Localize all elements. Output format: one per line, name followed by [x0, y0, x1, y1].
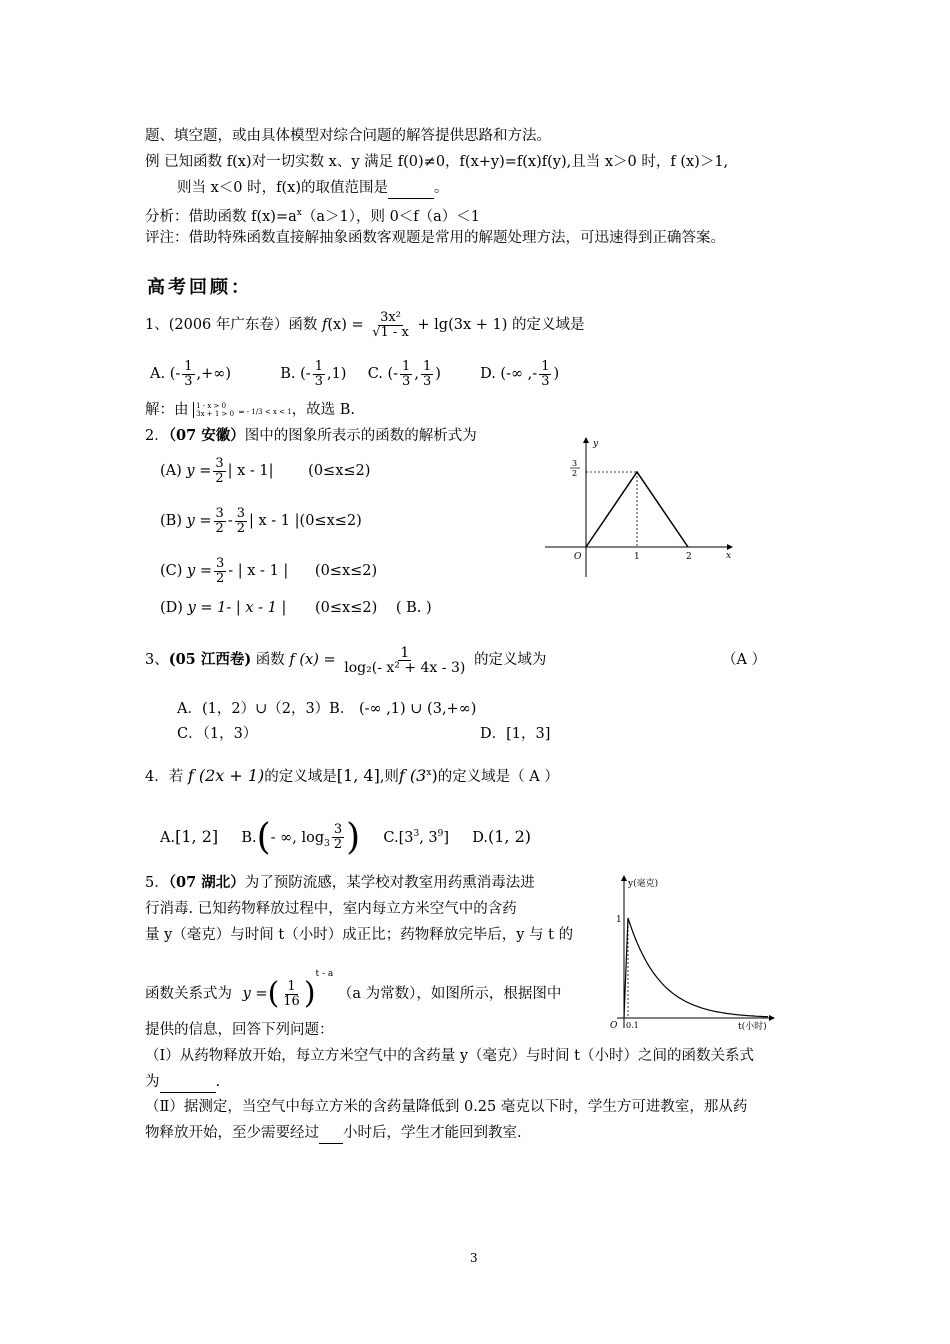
q5-line-3: 量 y（毫克）与时间 t（小时）成正比；药物释放完毕后，y 与 t 的 [145, 927, 574, 943]
q4-option-a: A.[1, 2] [160, 826, 219, 846]
q5-part-2b: 物释放开始，至少需要经过 小时后，学生才能回到教室. [145, 1123, 522, 1144]
q1-options [150, 356, 559, 392]
q5-part-2a: （Ⅱ）据测定，当空气中每立方米的含药量降低到 0.25 毫克以下时，学生方可进教室，那从药 [145, 1099, 748, 1115]
q2-origin-label: O [574, 552, 582, 562]
q5-blank-1 [160, 1072, 216, 1093]
q5-blank-2 [319, 1123, 343, 1144]
q4-option-b: B.(- ∞, $\log_3$ $\frac{3}{2}$ ) [241, 816, 361, 858]
q3-stem: 3、(05 江西卷) 函数 f (x) = $\frac{1}{\text{log₂(- x² + 4x - 3)}}$ 的定义域为 [145, 644, 547, 676]
example-line-1: 例 已知函数 f(x)对一切实数 x、y 满足 f(0)≠0，f(x+y)=f(x)f(y),且当 x＞0 时，f (x)＞1, [145, 154, 729, 170]
q1-fraction: $\frac{\text{3x²}}{√1 - x}$ [372, 309, 409, 340]
q5-line-2: 行消毒. 已知药物释放过程中，室内每立方米空气中的含药 [145, 901, 517, 917]
q1-option-a: A. (- $\frac{1}{3}$ ,+∞) [150, 358, 232, 389]
section-title: 高考回顾： [147, 277, 252, 298]
q2-y-label: y [593, 439, 599, 449]
q4-options [160, 810, 531, 858]
q1-stem: 1、(2006 年广东卷）函数 f(x) = $\frac{\text{3x²}}{√1 - x}$ + lg(3x + 1) 的定义域是 [145, 309, 585, 340]
q1-option-c: C. (- $\frac{1}{3}$ , $\frac{1}{3}$ ) [367, 358, 441, 389]
q5-y-label: y(毫克) [628, 879, 659, 889]
q5-tick-x: 0.1 [626, 1021, 639, 1030]
page-number: 3 [470, 1251, 478, 1265]
q3-fraction: $\frac{1}{\text{log₂(- x² + 4x - 3)}}$ [344, 644, 466, 676]
q1-solution: 解：由 1 - x > 0 3x + 1 > 0 ⇒ - 1/3 < x < 1，故选 B. [145, 402, 356, 418]
q2-option-d: (D) y = 1- | x - 1 | (0≤x≤2) ( B. ) [160, 600, 432, 616]
q5-line-5: 提供的信息，回答下列问题： [145, 1022, 334, 1038]
q5-tick-y: 1 [616, 915, 622, 925]
q2-tick-2: 2 [686, 552, 692, 562]
q2-option-b: (B) y = $\frac{3}{2}$ - $\frac{3}{2}$ | x - 1 |(0≤x≤2) [160, 505, 362, 536]
comment-line: 评注：借助特殊函数直接解抽象函数客观题是常用的解题处理方法，可迅速得到正确答案。 [145, 230, 725, 246]
example-line-2: 则当 x＜0 时，f(x)的取值范围是 。 [177, 178, 448, 199]
q5-line-1: 5．（07 湖北）为了预防流感，某学校对教室用药熏消毒法进 [145, 874, 535, 891]
q1-option-b: B. (- $\frac{1}{3}$ ,1) [280, 358, 347, 389]
q5-part-1a: （Ⅰ）从药物释放开始，每立方米空气中的含药量 y（毫克）与时间 t（小时）之间的函数关系式 [145, 1048, 754, 1064]
q5-x-label: t(小时) [738, 1022, 767, 1032]
q2-tick-y-num: 3 [572, 459, 578, 468]
q4-stem: 4．若 f (2x + 1)的定义域是[1, 4],则f (3$^x$)的定义域是（ A ） [145, 765, 559, 785]
q5-origin-label: O [610, 1021, 618, 1031]
q2-graph [540, 432, 740, 582]
q2-tick-y-den: 2 [572, 469, 578, 478]
analysis-line: 分析：借助函数 $f(x)=a^x(a>1)$，则 0＜f（a）＜1 [145, 208, 481, 225]
q4-option-d: D.(1, 2) [472, 826, 532, 846]
q2-x-label: x [726, 551, 732, 561]
q2-tick-1: 1 [634, 552, 640, 562]
q5-part-1b: 为 . [145, 1072, 220, 1093]
q4-option-c: $C.[3^3$, $3^9$] [383, 829, 450, 846]
q3-answer: （A ） [722, 652, 767, 668]
q5-decay-curve [624, 918, 768, 1018]
q2-stem: 2．（07 安徽）图中的图象所表示的函数的解析式为 [145, 427, 477, 444]
intro-line: 题、填空题，或由具体模型对综合问题的解答提供思路和方法。 [145, 128, 551, 144]
q2-answer: ( B. ) [395, 600, 432, 616]
q3-option-c: C．（1，3） [177, 726, 258, 742]
q1-option-d: D. (-∞ ,- $\frac{1}{3}$ ) [480, 358, 560, 389]
q3-option-d: D．[1，3] [480, 726, 551, 742]
q5-graph [602, 872, 782, 1032]
q2-option-a: (A) y = $\frac{3}{2}$ | x - 1| (0≤x≤2) [160, 455, 371, 486]
q3-option-ab: A．(1，2）∪（2，3）B． (-∞ ,1) ∪ (3,+∞) [177, 701, 477, 717]
q2-option-c: (C) y = $\frac{3}{2}$ - | x - 1 | (0≤x≤2) [160, 555, 378, 586]
q5-line-4: 函数关系式为 y =( $\frac{1}{16}$ )$^{t - a}$ （a 为常数），如图所示，根据图中 [145, 969, 562, 1011]
answer-blank [388, 178, 434, 199]
